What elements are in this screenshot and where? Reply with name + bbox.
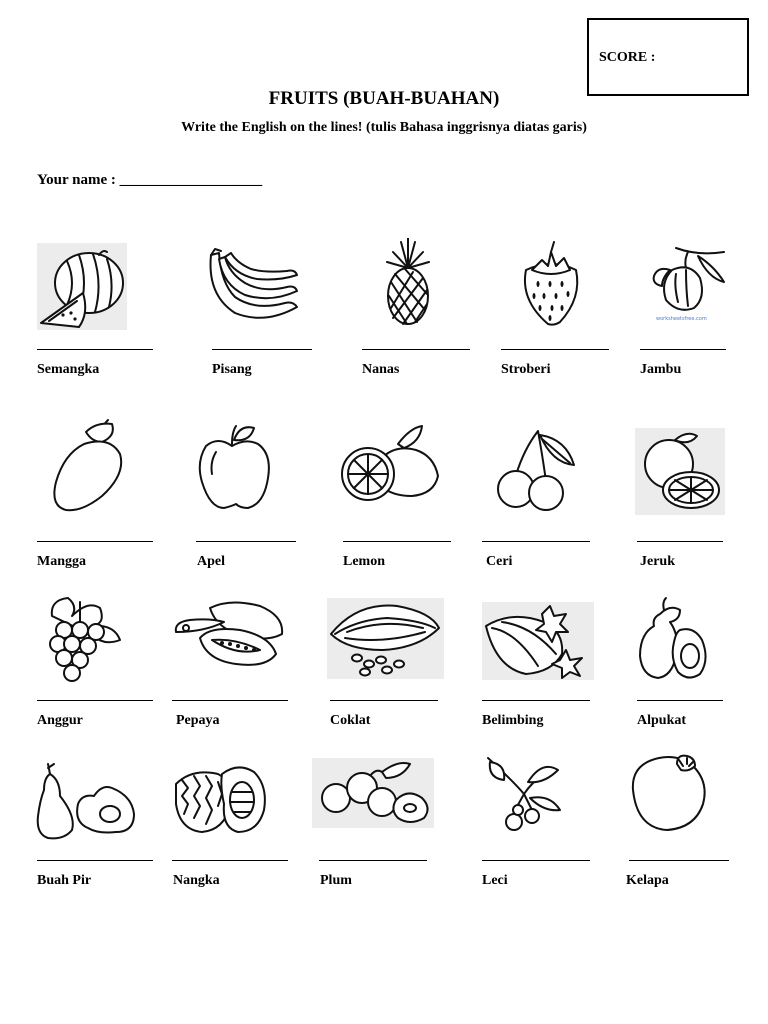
starfruit-icon: [482, 602, 594, 680]
fruit-label: Ceri: [486, 554, 513, 569]
coconut-icon: [623, 752, 711, 832]
answer-line-coklat[interactable]: [330, 700, 438, 701]
answer-line-nanas[interactable]: [362, 349, 470, 350]
grape-icon: [42, 596, 126, 682]
plum-icon: [312, 758, 434, 828]
papaya-icon: [170, 598, 286, 672]
answer-line-mangga[interactable]: [37, 541, 153, 542]
name-field[interactable]: Your name : ___________________: [37, 172, 263, 188]
answer-line-leci[interactable]: [482, 860, 590, 861]
answer-line-plum[interactable]: [319, 860, 427, 861]
fruit-label: Plum: [320, 873, 352, 888]
cocoa-icon: [327, 598, 444, 679]
jackfruit-icon: [172, 760, 270, 838]
worksheet-instructions: Write the English on the lines! (tulis Bahasa inggrisnya diatas garis): [181, 120, 587, 135]
answer-line-stroberi[interactable]: [501, 349, 609, 350]
answer-line-lemon[interactable]: [343, 541, 451, 542]
fruit-label: Mangga: [37, 554, 86, 569]
strawberry-icon: [518, 240, 584, 328]
answer-line-jambu[interactable]: [640, 349, 726, 350]
fruit-label: Pisang: [212, 362, 252, 377]
fruit-label: Leci: [482, 873, 508, 888]
watermelon-icon: [37, 243, 127, 330]
banana-icon: [205, 245, 302, 325]
answer-line-kelapa[interactable]: [629, 860, 729, 861]
fruit-label: Belimbing: [482, 713, 544, 728]
fruit-label: Alpukat: [637, 713, 687, 728]
answer-line-anggur[interactable]: [37, 700, 153, 701]
fruit-label: Lemon: [343, 554, 385, 569]
lychee-icon: [484, 752, 570, 836]
fruit-label: Jeruk: [640, 554, 675, 569]
fruit-label: Semangka: [37, 362, 100, 377]
fruit-label: Stroberi: [501, 362, 551, 377]
pineapple-icon: [383, 238, 433, 326]
answer-line-apel[interactable]: [196, 541, 296, 542]
cherry-icon: [496, 425, 578, 512]
fruit-label: Jambu: [640, 362, 682, 377]
answer-line-ceri[interactable]: [482, 541, 590, 542]
score-box[interactable]: [587, 18, 749, 96]
answer-line-buah-pir[interactable]: [37, 860, 153, 861]
rose-apple-icon: [648, 242, 726, 325]
fruit-label: Kelapa: [626, 873, 669, 888]
answer-line-belimbing[interactable]: [482, 700, 590, 701]
apple-icon: [196, 422, 272, 512]
worksheet-title: FRUITS (BUAH-BUAHAN): [268, 88, 500, 109]
avocado-icon: [636, 596, 712, 685]
pear-icon: [36, 760, 140, 840]
lemon-icon: [338, 420, 442, 512]
answer-line-semangka[interactable]: [37, 349, 153, 350]
fruit-label: Coklat: [330, 713, 371, 728]
fruit-label: Buah Pir: [37, 873, 92, 888]
answer-line-nangka[interactable]: [172, 860, 288, 861]
orange-icon: [635, 428, 725, 515]
answer-line-alpukat[interactable]: [637, 700, 723, 701]
fruit-label: Apel: [197, 554, 225, 569]
svg-text:worksheetsfree.com: worksheetsfree.com: [656, 316, 707, 322]
fruit-label: Pepaya: [176, 713, 220, 728]
fruit-label: Anggur: [37, 713, 83, 728]
mango-icon: [46, 418, 128, 514]
answer-line-pepaya[interactable]: [172, 700, 288, 701]
answer-line-pisang[interactable]: [212, 349, 312, 350]
fruit-label: Nangka: [173, 873, 220, 888]
fruit-label: Nanas: [362, 362, 400, 377]
answer-line-jeruk[interactable]: [637, 541, 723, 542]
score-label: SCORE :: [599, 50, 656, 65]
